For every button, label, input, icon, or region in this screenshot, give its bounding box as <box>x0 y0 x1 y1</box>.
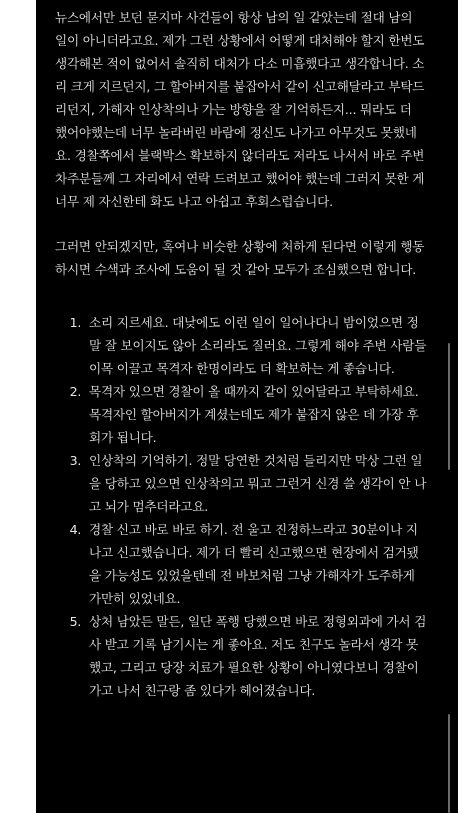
post-paragraph: 뉴스에서만 보던 묻지마 사건들이 항상 남의 일 같았는데 절대 남의 일이 아니더라고요. 제가 그런 상황에서 어떻게 대처해야 할지 한번도 생각해본 적이 없어서 솔직히 대처가 다소 미흡했다고 생각합니다. 소리 크게 지르던지, 그 할아버지를 붙잡아서 같이 신고해달라고 부탁드리던지, 가해자 인상착의나 가는 방향을 잘 기억하든지... 뭐라도 더 했어야했는데 너무 놀라버린 바람에 정신도 나가고 아무것도 못했네요. 경찰쪽에서 블랙박스 확보하지 않더라도 저라도 나서서 바로 주변 차주분들께 그 자리에서 연락 드려보고 했어야 했는데 그러지 못한 게 너무 제 자신한테 화도 나고 아쉽고 후회스럽습니다. <box>55 10 425 209</box>
post-paragraph: 그러면 안되겠지만, 혹여나 비슷한 상황에 처하게 된다면 이렇게 행동하시면 수색과 조사에 도움이 될 것 같아 모두가 조심했으면 합니다. <box>55 239 425 277</box>
tips-list-item: 1. 소리 지르세요. 대낮에도 이런 일이 일어나다니 밤이었으면 정말 잘 보이지도 않아 소리라도 질러요. 그렇게 해야 주변 사람들 이목 이끌고 목격자 한명이라도 더 확보하는 게 좋습니다. <box>85 311 427 380</box>
scrollbar-thumb[interactable] <box>448 343 450 470</box>
tips-list-item: 2. 목격자 있으면 경찰이 올 때까지 같이 있어달라고 부탁하세요. 목격자인 할아버지가 계셨는데도 제가 붙잡지 않은 데 가장 후회가 됩니다. <box>85 380 427 449</box>
post-body <box>55 6 427 702</box>
post-container <box>36 0 458 813</box>
tips-list-item: 3. 인상착의 기억하기. 정말 당연한 것처럼 들리지만 막상 그런 일을 당하고 있으면 인상착의고 뭐고 그런거 신경 쓸 생각이 안 나고 뇌가 멈추더라고요. <box>85 449 427 518</box>
tips-list-item: 4. 경찰 신고 바로 바로 하기. 전 울고 진정하느라고 30분이나 지나고 신고했습니다. 제가 더 빨리 신고했으면 현장에서 검거됐을 가능성도 있었을텐데 전 바보처럼 그냥 가해자가 도주하게 가만히 있었네요. <box>85 518 427 610</box>
tips-list <box>55 311 427 702</box>
tips-list-item: 5. 상처 남았든 말든, 일단 폭행 당했으면 바로 정형외과에 가서 검사 받고 기록 남기시는 게 좋아요. 저도 친구도 놀라서 생각 못 했고, 그리고 당장 치료가 필요한 상황이 아니였다보니 경찰이 가고 나서 친구랑 좀 있다가 헤어졌습니다. <box>85 610 427 702</box>
scrollbar-thumb[interactable] <box>448 714 450 813</box>
